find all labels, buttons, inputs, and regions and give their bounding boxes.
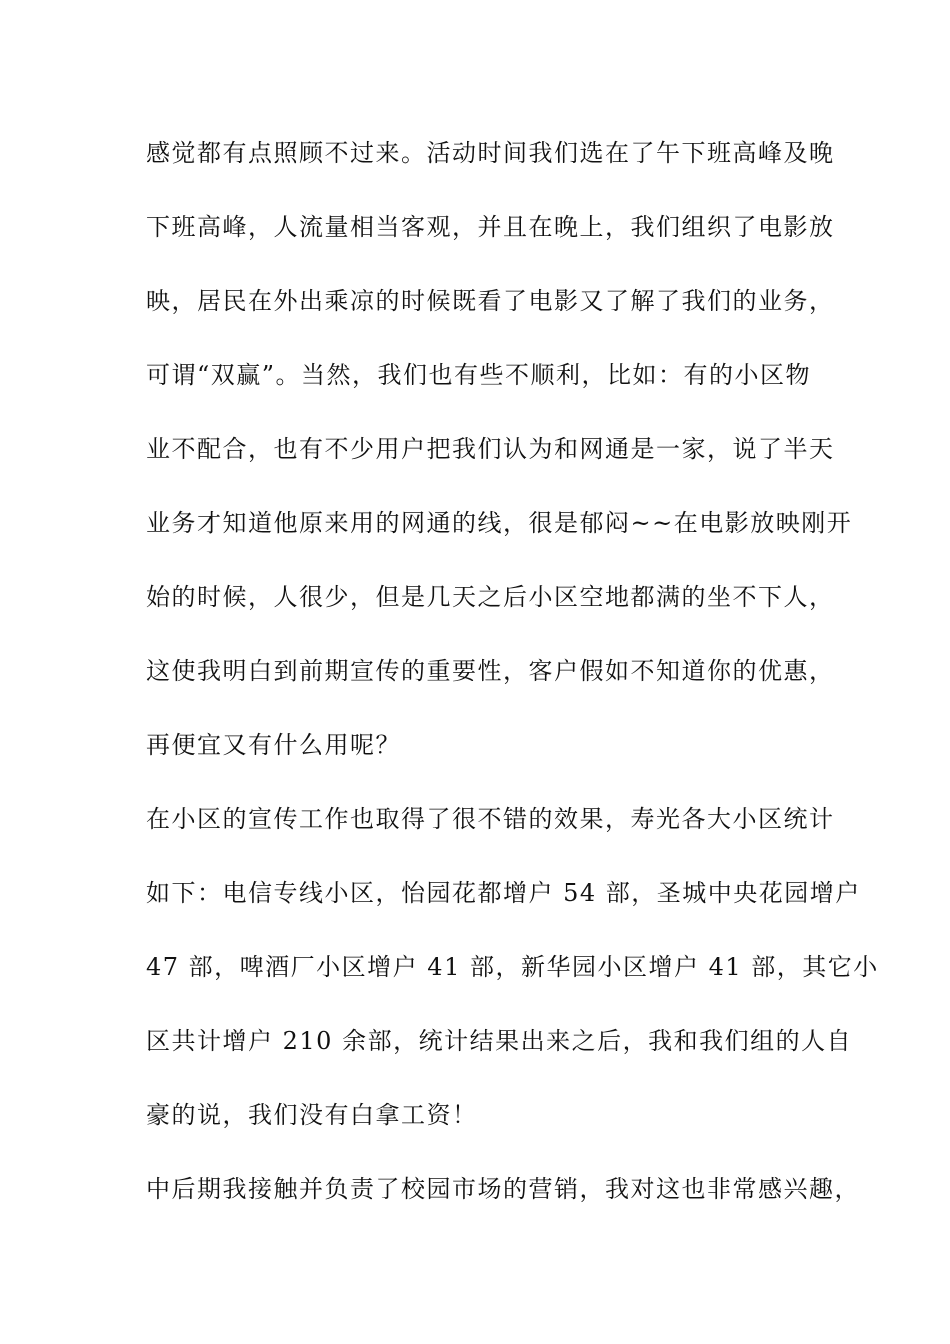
text-line: 区共计增户 210 余部，统计结果出来之后，我和我们组的人自 — [146, 1027, 853, 1055]
text-line: 在小区的宣传工作也取得了很不错的效果，寿光各大小区统计 — [146, 805, 835, 833]
text-line: 下班高峰，人流量相当客观，并且在晚上，我们组织了电影放 — [146, 213, 835, 241]
text-line: 映，居民在外出乘凉的时候既看了电影又了解了我们的业务， — [146, 287, 835, 315]
text-line: 可谓“双赢”。当然，我们也有些不顺利，比如：有的小区物 — [146, 361, 812, 389]
text-line: 中后期我接触并负责了校园市场的营销，我对这也非常感兴趣， — [146, 1175, 860, 1203]
text-line: 始的时候，人很少，但是几天之后小区空地都满的坐不下人， — [146, 583, 835, 611]
text-line: 如下：电信专线小区，怡园花都增户 54 部，圣城中央花园增户 — [146, 879, 861, 907]
text-line: 业不配合，也有不少用户把我们认为和网通是一家，说了半天 — [146, 435, 835, 463]
text-line: 这使我明白到前期宣传的重要性，客户假如不知道你的优惠， — [146, 657, 835, 685]
text-line: 感觉都有点照顾不过来。活动时间我们选在了午下班高峰及晚 — [146, 139, 835, 167]
text-line: 47 部，啤酒厂小区增户 41 部，新华园小区增户 41 部，其它小 — [146, 953, 879, 981]
text-line: 再便宜又有什么用呢？ — [146, 731, 401, 759]
body-text — [146, 126, 879, 1236]
text-line: 业务才知道他原来用的网通的线，很是郁闷~~在电影放映刚开 — [146, 509, 853, 537]
text-line: 豪的说，我们没有白拿工资！ — [146, 1101, 478, 1129]
